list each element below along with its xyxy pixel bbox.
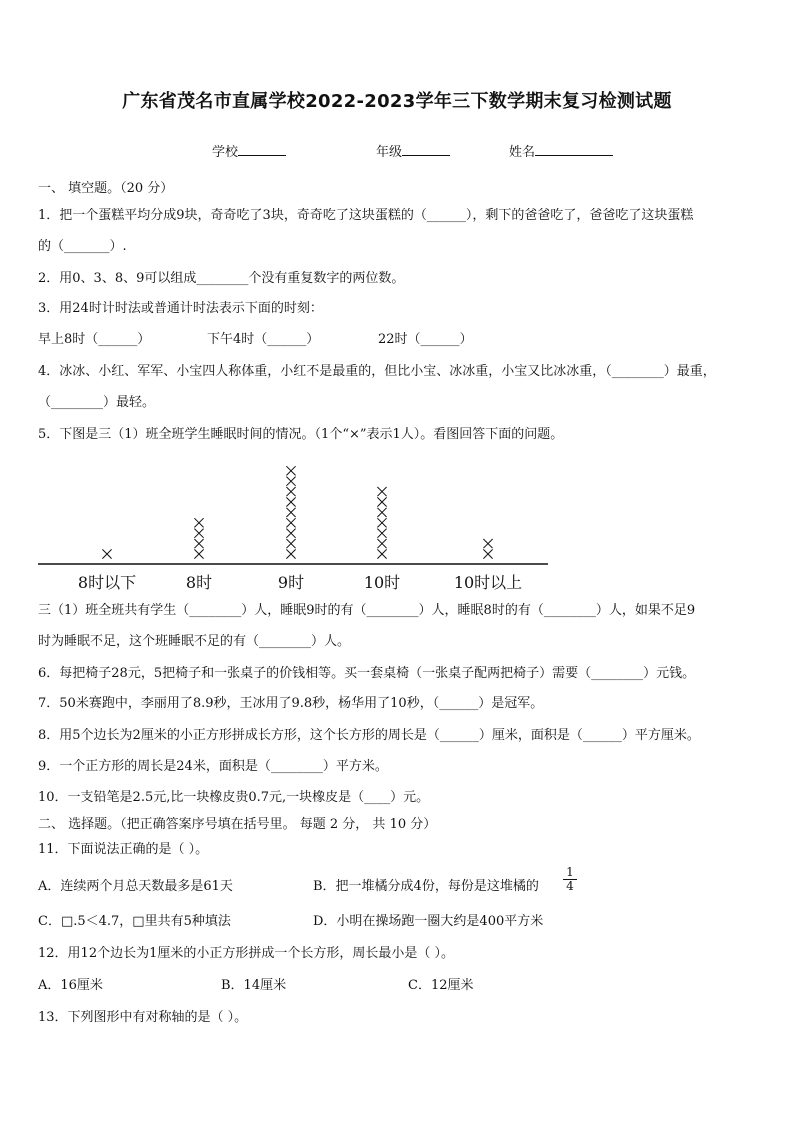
- x-marker: [194, 518, 203, 527]
- x-marker: [286, 549, 295, 558]
- x-marker: [102, 549, 111, 558]
- x-marker: [483, 539, 492, 548]
- fraction-numerator: 1: [566, 865, 574, 879]
- q3-c: 22时（______）: [378, 332, 473, 347]
- x-marker: [377, 508, 386, 517]
- category-label: 10时以上: [453, 573, 523, 592]
- x-marker: [377, 518, 386, 527]
- x-marker: [286, 497, 295, 506]
- q13-stem: 13．下列图形中有对称轴的是（ ）。: [38, 1010, 248, 1025]
- x-marker: [483, 549, 492, 558]
- q3-a: 早上8时（______）: [38, 332, 151, 347]
- x-marker: [377, 549, 386, 558]
- name-field: [509, 141, 613, 160]
- x-marker: [377, 529, 386, 538]
- x-marker: [377, 497, 386, 506]
- q5-line3: 时为睡眠不足，这个班睡眠不足的有（________）人。: [38, 634, 351, 649]
- q4-line2: （________）最轻。: [38, 395, 156, 410]
- q12-option-a[interactable]: A．16厘米: [38, 978, 103, 993]
- school-field: [212, 141, 286, 160]
- x-marker: [194, 549, 203, 558]
- q1-line1: 1．把一个蛋糕平均分成9块，奇奇吃了3块，奇奇吃了这块蛋糕的（______），剩下的爸爸吃了，爸爸吃了这块蛋糕: [38, 208, 694, 223]
- school-label: 学校: [212, 145, 239, 160]
- grade-field: [376, 141, 450, 160]
- page-title: 广东省茂名市直属学校2022-2023学年三下数学期末复习检测试题: [122, 91, 672, 112]
- q12-option-b[interactable]: B．14厘米: [221, 978, 287, 993]
- q11-fraction: [563, 866, 577, 893]
- q4-line1: 4．冰冰、小红、军军、小宝四人称体重，小红不是最重的，但比小宝、冰冰重，小宝又比冰冰重，（________）最重，: [38, 364, 716, 379]
- x-marker: [286, 466, 295, 475]
- q8: 8．用5个边长为2厘米的小正方形拼成长方形，这个长方形的周长是（______）厘米，面积是（______）平方厘米。: [38, 728, 700, 743]
- x-marker: [377, 539, 386, 548]
- x-marker: [286, 508, 295, 517]
- q11-option-a[interactable]: A．连续两个月总天数最多是61天: [38, 879, 233, 894]
- q11-option-c[interactable]: C．□.5＜4.7，□里共有5种填法: [38, 914, 231, 929]
- q3-b: 下午4时（______）: [207, 332, 320, 347]
- x-marker: [286, 487, 295, 496]
- section1-heading: 一、 填空题。（20 分）: [38, 181, 174, 196]
- x-marker: [286, 539, 295, 548]
- x-marker: [194, 539, 203, 548]
- sleep-dot-plot: [38, 448, 558, 596]
- name-blank[interactable]: [535, 142, 613, 156]
- school-blank[interactable]: [238, 142, 286, 156]
- category-label: 8时以下: [77, 573, 137, 592]
- category-label: 9时: [277, 573, 305, 592]
- x-marker: [286, 529, 295, 538]
- q5-line2: 三（1）班全班共有学生（________）人，睡眠9时的有（________）人，睡眠8时的有（________）人，如果不足9: [38, 603, 696, 618]
- q1-line2: 的（_______）.: [38, 239, 127, 254]
- q11-stem: 11．下面说法正确的是（ ）。: [38, 842, 209, 857]
- q9: 9．一个正方形的周长是24米，面积是（________）平方米。: [38, 759, 388, 774]
- fraction-denominator: 4: [563, 879, 577, 893]
- q6: 6．每把椅子28元，5把椅子和一张桌子的价钱相等。买一套桌椅（一张桌子配两把椅子）需要（________）元钱。: [38, 666, 696, 681]
- q11-option-b[interactable]: B．把一堆橘分成4份，每份是这堆橘的: [313, 879, 539, 894]
- q11-option-d[interactable]: D．小明在操场跑一圈大约是400平方米: [313, 914, 544, 929]
- section2-heading: 二、 选择题。（把正确答案序号填在括号里。 每题 2 分， 共 10 分）: [38, 817, 437, 832]
- x-marker: [194, 529, 203, 538]
- x-marker: [286, 477, 295, 486]
- q3-line1: 3．用24时计时法或普通计时法表示下面的时刻：: [38, 301, 323, 316]
- x-marker: [377, 487, 386, 496]
- q2: 2．用0、3、8、9可以组成________个没有重复数字的两位数。: [38, 271, 405, 286]
- q12-stem: 12．用12个边长为1厘米的小正方形拼成一个长方形，周长最小是（ ）。: [38, 946, 454, 961]
- x-marker: [286, 518, 295, 527]
- q10: 10．一支铅笔是2.5元,比一块橡皮贵0.7元,一块橡皮是（____）元。: [38, 790, 430, 805]
- name-label: 姓名: [509, 145, 536, 160]
- q5-line1: 5．下图是三（1）班全班学生睡眠时间的情况。（1个“×”表示1人）。看图回答下面的问题。: [38, 427, 564, 442]
- grade-label: 年级: [376, 145, 403, 160]
- q12-option-c[interactable]: C．12厘米: [408, 978, 474, 993]
- category-label: 8时: [185, 573, 213, 592]
- grade-blank[interactable]: [402, 142, 450, 156]
- q7: 7．50米赛跑中，李丽用了8.9秒，王冰用了9.8秒，杨华用了10秒，（______）是冠军。: [38, 696, 544, 711]
- category-label: 10时: [363, 573, 401, 592]
